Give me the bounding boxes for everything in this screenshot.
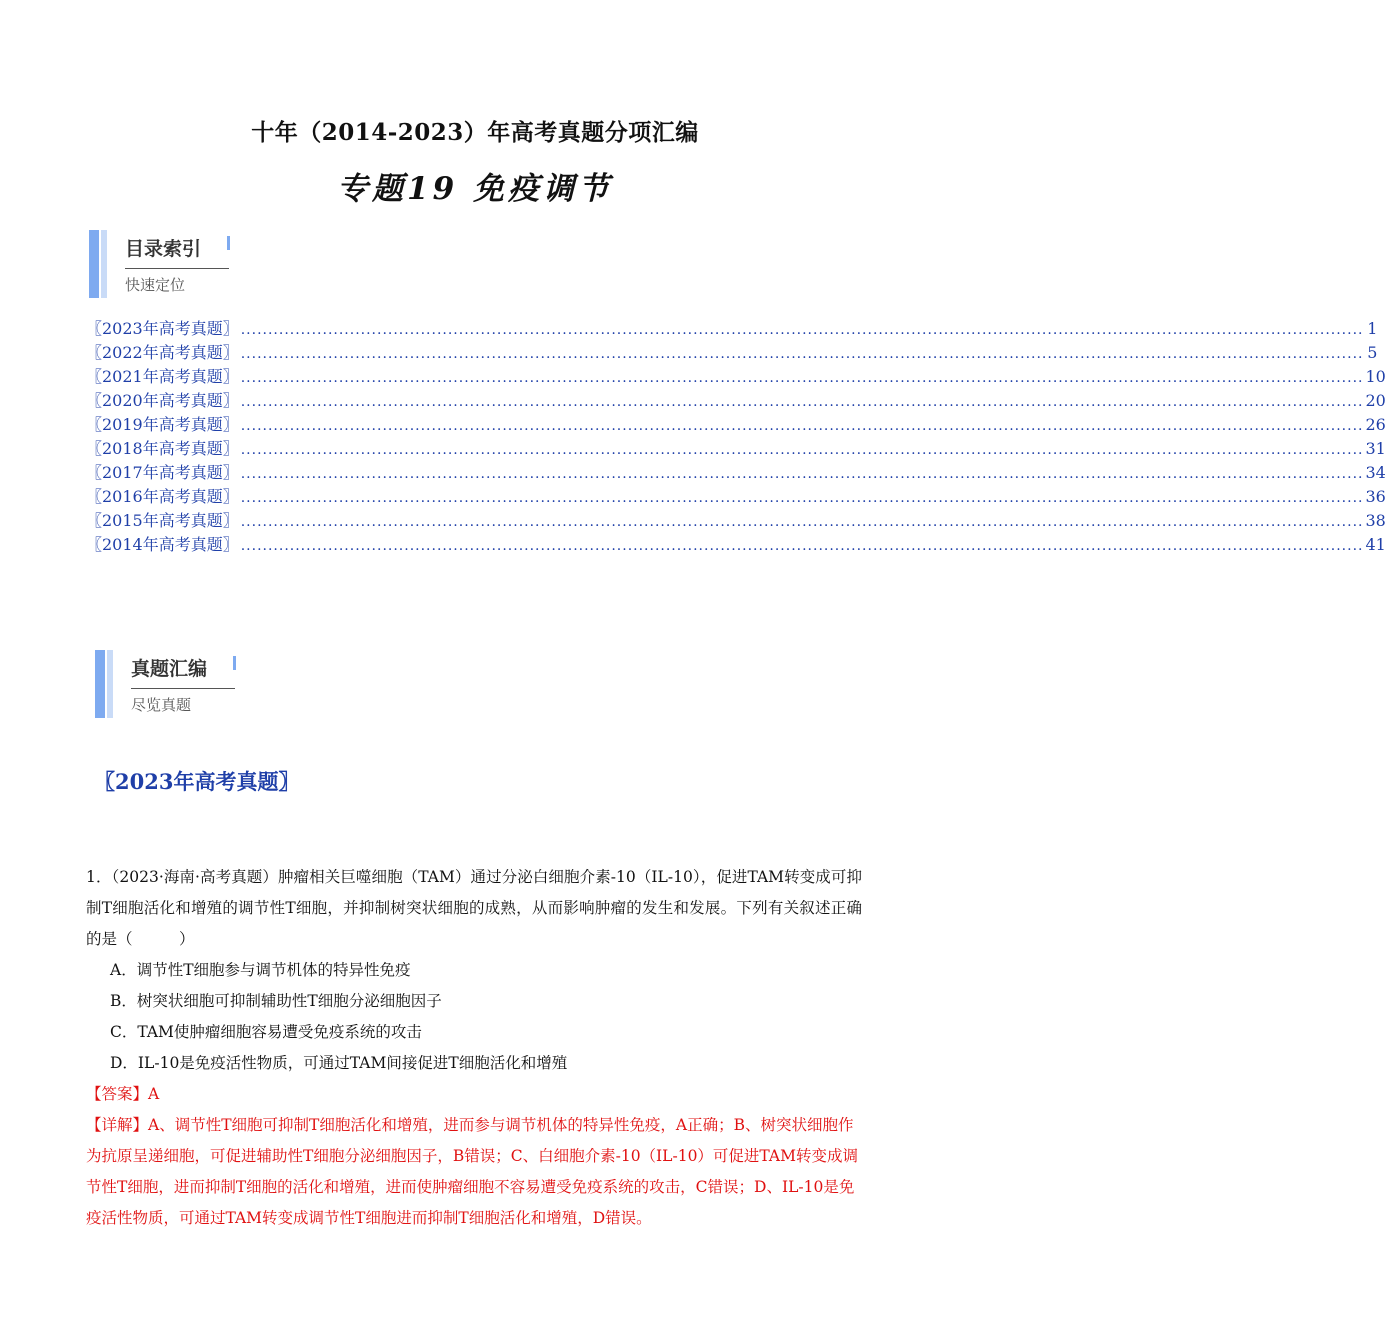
section-heading: 〖2023年高考真题〗	[94, 769, 300, 794]
toc-leader: ..............................................................................................................................................................................................................	[240, 514, 1364, 530]
toc-item-page[interactable]: 10	[1365, 367, 1386, 386]
toc-leader: ..............................................................................................................................................................................................................	[240, 370, 1364, 386]
section-badge	[95, 650, 255, 722]
toc-badge	[89, 230, 249, 302]
toc-item-page[interactable]: 20	[1365, 391, 1386, 410]
toc-item-label[interactable]: 〖2022年高考真题〗	[86, 343, 239, 362]
toc-badge-subtitle: 快速定位	[125, 276, 186, 294]
toc-item-page[interactable]: 26	[1365, 415, 1386, 434]
toc-item[interactable]	[86, 412, 1386, 436]
toc-leader: ..............................................................................................................................................................................................................	[240, 418, 1364, 434]
answer-value: A	[148, 1085, 160, 1103]
toc-item[interactable]	[86, 436, 1386, 460]
option-a: A．调节性T细胞参与调节机体的特异性免疫	[110, 961, 411, 979]
toc-item[interactable]	[86, 484, 1386, 508]
toc-item-page[interactable]: 41	[1365, 535, 1386, 554]
badge-tick	[227, 236, 230, 250]
toc-item[interactable]	[86, 316, 1378, 340]
toc-item-page[interactable]: 36	[1365, 487, 1386, 506]
badge-tick	[233, 656, 236, 670]
badge-bar-light	[101, 230, 107, 298]
badge-rule	[125, 268, 229, 269]
table-of-contents	[86, 316, 1386, 556]
question-block	[86, 862, 862, 1234]
toc-item[interactable]	[86, 508, 1386, 532]
document-subtitle: 专题19 免疫调节	[337, 171, 613, 207]
toc-item-label[interactable]: 〖2021年高考真题〗	[86, 367, 239, 386]
toc-item[interactable]	[86, 364, 1386, 388]
toc-leader: ..............................................................................................................................................................................................................	[240, 442, 1364, 458]
toc-item[interactable]	[86, 340, 1378, 364]
question-stem: 1．（2023·海南·高考真题）肿瘤相关巨噬细胞（TAM）通过分泌白细胞介素-10（IL-10），促进TAM转变成可抑制T细胞活化和增殖的调节性T细胞，并抑制树突状细胞的成熟，从而影响肿瘤的发生和发展。下列有关叙述正确的是（ ）	[86, 868, 862, 948]
toc-item-page[interactable]: 34	[1365, 463, 1386, 482]
badge-bar	[89, 230, 99, 298]
toc-item-label[interactable]: 〖2019年高考真题〗	[86, 415, 239, 434]
toc-leader: ..............................................................................................................................................................................................................	[240, 466, 1364, 482]
toc-item[interactable]	[86, 532, 1386, 556]
toc-leader: ..............................................................................................................................................................................................................	[240, 322, 1364, 338]
option-d: D．IL-10是免疫活性物质，可通过TAM间接促进T细胞活化和增殖	[110, 1054, 568, 1072]
option-c: C．TAM使肿瘤细胞容易遭受免疫系统的攻击	[110, 1023, 422, 1041]
toc-leader: ..............................................................................................................................................................................................................	[240, 346, 1364, 362]
toc-leader: ..............................................................................................................................................................................................................	[240, 394, 1364, 410]
explanation	[86, 1110, 862, 1234]
toc-badge-title: 目录索引	[125, 238, 202, 260]
toc-item-label[interactable]: 〖2014年高考真题〗	[86, 535, 239, 554]
toc-item-label[interactable]: 〖2016年高考真题〗	[86, 487, 239, 506]
answer-line	[86, 1079, 862, 1110]
toc-item[interactable]	[86, 388, 1386, 412]
answer-tag: 【答案】	[86, 1085, 149, 1103]
toc-leader: ..............................................................................................................................................................................................................	[240, 538, 1364, 554]
toc-item-label[interactable]: 〖2020年高考真题〗	[86, 391, 239, 410]
section-badge-title: 真题汇编	[131, 658, 208, 680]
toc-item-page[interactable]: 31	[1365, 439, 1386, 458]
toc-item-page[interactable]: 1	[1367, 319, 1378, 338]
toc-item-label[interactable]: 〖2023年高考真题〗	[86, 319, 239, 338]
badge-rule	[131, 688, 235, 689]
document-title: 十年（2014-2023）年高考真题分项汇编	[251, 119, 699, 146]
explanation-tag: 【详解】	[86, 1116, 149, 1134]
option-b: B．树突状细胞可抑制辅助性T细胞分泌细胞因子	[110, 992, 442, 1010]
toc-item-label[interactable]: 〖2015年高考真题〗	[86, 511, 239, 530]
badge-bar	[95, 650, 105, 718]
badge-bar-light	[107, 650, 113, 718]
toc-item-label[interactable]: 〖2018年高考真题〗	[86, 439, 239, 458]
toc-item-page[interactable]: 38	[1365, 511, 1386, 530]
toc-leader: ..............................................................................................................................................................................................................	[240, 490, 1364, 506]
toc-item-label[interactable]: 〖2017年高考真题〗	[86, 463, 239, 482]
section-badge-subtitle: 尽览真题	[131, 696, 192, 714]
explanation-text: A、调节性T细胞可抑制T细胞活化和增殖，进而参与调节机体的特异性免疫，A正确；B、树突状细胞作为抗原呈递细胞，可促进辅助性T细胞分泌细胞因子，B错误；C、白细胞介素-10（IL-10）可促进TAM转变成调节性T细胞，进而抑制T细胞的活化和增殖，进而使肿瘤细胞不容易遭受免疫系统的攻击，C错误；D、IL-10是免疫活性物质，可通过TAM转变成调节性T细胞进而抑制T细胞活化和增殖，D错误。	[86, 1116, 858, 1227]
toc-item-page[interactable]: 5	[1367, 343, 1378, 362]
toc-item[interactable]	[86, 460, 1386, 484]
